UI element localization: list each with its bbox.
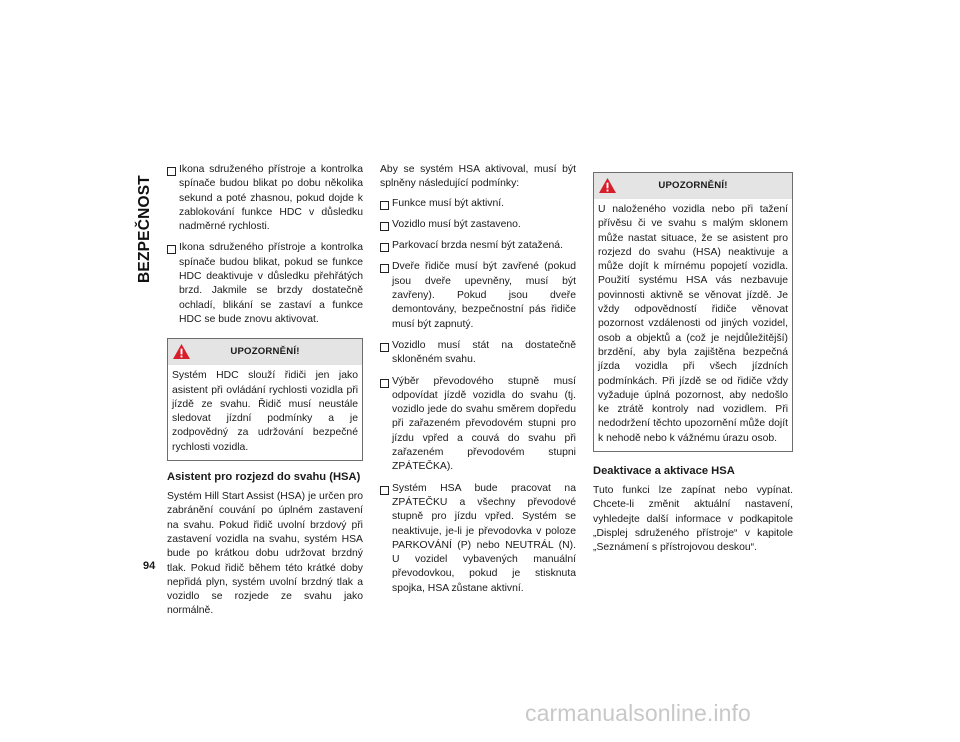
bullet-item: Vozidlo musí stát na dostatečně skloněném svahu. [380,339,576,368]
col2-bullet-list [380,197,576,596]
bullet-item: Ikona sdruženého přístroje a kontrolka spínače budou blikat po dobu několika sekund a poté zhasnou, pokud dojde k zablokování funkce HDC v důsledku nadměrné rychlosti. [167,163,363,234]
section-tab [134,168,156,290]
warning-header [168,339,362,365]
section-heading-hsa-toggle: Deaktivace a aktivace HSA [593,465,735,478]
warning-header [594,173,792,199]
bullet-item: Výběr převodového stupně musí odpovídat jízdě vozidla do svahu (tj. vozidlo jede do svahu směrem dopředu při zařazeném převodovém stupni pro jízdu vpřed a couvá do svahu při zařazeném převodovém stupni ZPÁTEČKA). [380,375,576,475]
warning-text: Systém HDC slouží řidiči jen jako asistent při ovládání rychlosti vozidla při jízdě ze svahu. Řidič musí neustále sledovat jízdní podmínky a je zodpovědný za udržování bezpečné rychlosti vozidla. [172,370,358,453]
warning-text: U naloženého vozidla nebo při tažení přívěsu či ve svahu s malým sklonem může nastat situace, že se asistent pro rozjezd do svahu (HSA) neaktivuje a může dojít k mírnému popojetí vozidla. Použití systému HSA vás nezbavuje povinnosti aktivně se věnovat jízdě. Je vždy odpovědností řidiče věnovat pozornost vzdálenosti od jiných vozidel, osob a objektů a (což je nejdůležitější) brzdění, aby byla zajištěna bezpečná jízda vozidla při všech jízdních podmínkách. Při jízdě se od řidiče vždy vyžaduje úplná pozornost, aby nedošlo ke ztrátě kontroly nad vozidlem. Při nedodržení těchto upozornění může dojít k nehodě nebo k vážnému úrazu osob. [598,204,788,444]
paragraph-hsa: Systém Hill Start Assist (HSA) je určen pro zabránění couvání po úplném zastavení na svahu. Pokud řidič uvolní brzdový při zastavení vozidla na svahu, systém HSA bude po krátkou dobu udržovat brzdný tlak. Pokud řidič během této krátké doby nepřidá plyn, systém uvolní brzdný tlak a vozidlo se rozjede ze svahu jako normálně. [167,491,363,617]
column-3 [593,163,793,556]
warning-title: UPOZORNĚNÍ! [658,179,728,191]
section-tab-label: BEZPEČNOST [136,175,153,283]
bullet-item: Vozidlo musí být zastaveno. [380,218,576,232]
warning-title: UPOZORNĚNÍ! [230,346,300,358]
bullet-item: Parkovací brzda nesmí být zatažená. [380,239,576,253]
bullet-item: Systém HSA bude pracovat na ZPÁTEČKU a všechny převodové stupně pro jízdu vpřed. Systém se neaktivuje, je-li je převodovka v poloze PARKOVÁNÍ (P) nebo NEUTRÁL (N). U vozidel vybavených manuální převodovkou, pokud je stisknuta spojka, HSA zůstane aktivní. [380,482,576,596]
section-heading-hsa: Asistent pro rozjezd do svahu (HSA) [167,471,361,484]
conditions-intro: Aby se systém HSA aktivoval, musí být splněny následující podmínky: [380,164,576,190]
watermark: carmanualsonline.info [525,700,751,726]
page-number: 94 [143,560,156,572]
warning-triangle-icon [172,343,191,360]
col1-bullet-list [167,163,363,327]
warning-box-hsa [593,172,793,452]
bullet-item: Funkce musí být aktivní. [380,197,576,211]
warning-box-hdc [167,338,363,461]
column-1 [167,163,363,619]
bullet-item: Dveře řidiče musí být zavřené (pokud jsou dveře upevněny, musí být zavřeny). Pokud jsou dveře demontovány, bezpečnostní pás řidiče musí být zapnutý. [380,260,576,331]
paragraph-hsa-toggle: Tuto funkci lze zapínat nebo vypínat. Chcete-li změnit aktuální nastavení, vyhledejte další informace v podkapitole „Displej sdruženého přístroje“ v kapitole „Seznámení s přístrojovou deskou“. [593,485,793,554]
bullet-item: Ikona sdruženého přístroje a kontrolka spínače budou blikat, pokud se funkce HDC deaktivuje v důsledku přehřátých brzd. Jakmile se brzdy dostatečně ochladí, blikání se zastaví a funkce HDC se bude znovu aktivovat. [167,241,363,327]
column-2 [380,163,576,596]
warning-triangle-icon [598,177,617,194]
